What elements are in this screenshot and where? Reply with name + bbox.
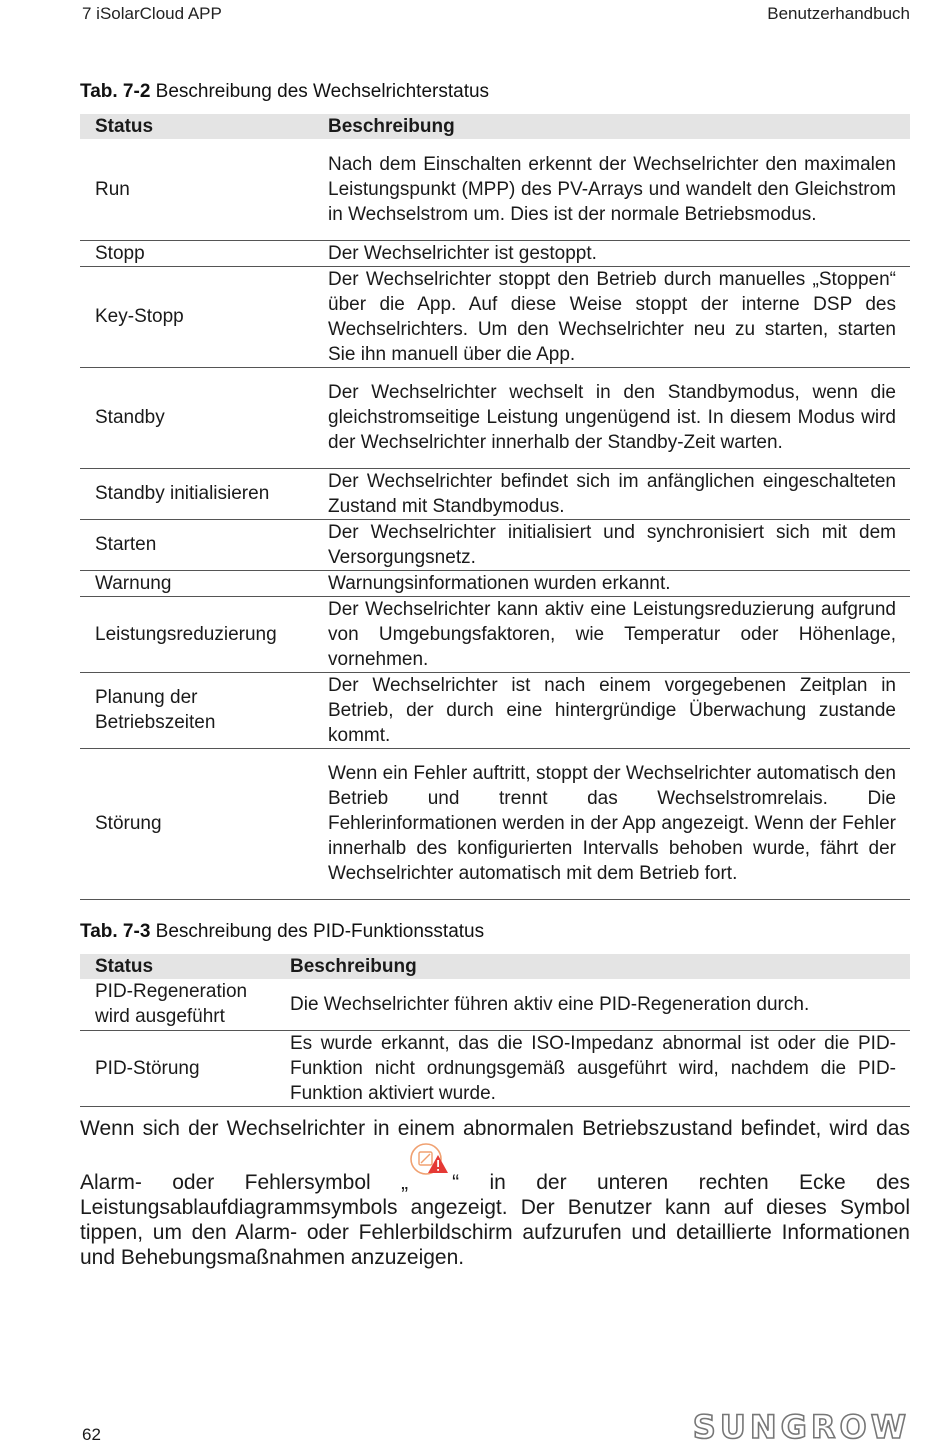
- status-cell: PID-Störung: [80, 1030, 278, 1106]
- table2-caption: [80, 921, 484, 943]
- paragraph-text-part1: Wenn sich der Wechselrichter in einem abnormalen Betriebszustand befindet, wird das Alarm- oder Fehlersymbol „: [80, 1117, 910, 1194]
- table-row: [80, 367, 910, 468]
- page-number: 62: [82, 1425, 101, 1444]
- table-header-row: [80, 114, 910, 139]
- table-row: [80, 596, 910, 672]
- table-row: [80, 266, 910, 367]
- table-row: [80, 519, 910, 570]
- table1-caption-number: Tab. 7-2: [80, 81, 151, 102]
- status-cell: Störung: [80, 748, 316, 899]
- table2-caption-number: Tab. 7-3: [80, 921, 151, 942]
- table-row: [80, 139, 910, 240]
- column-header-description: Beschreibung: [316, 114, 910, 139]
- table-row: [80, 748, 910, 899]
- sungrow-logo: SUNGROW: [692, 1408, 910, 1446]
- status-cell: Standby: [80, 367, 316, 468]
- description-cell: Der Wechselrichter ist gestoppt.: [316, 240, 910, 266]
- paragraph-text-part2: “ in der unteren rechten Ecke des Leistungsablaufdiagrammsymbols angezeigt. Der Benutzer kann auf dieses Symbol tippen, um den Alarm- oder Fehlerbildschirm aufzurufen und detaillierte Informationen und Behebungsmaßnahmen anzuzeigen.: [80, 1171, 910, 1269]
- description-cell: Der Wechselrichter wechselt in den Standbymodus, wenn die gleichstromseitige Leistung ungenügend ist. In diesem Modus wird der Wechselrichter innerhalb der Standby-Zeit warten.: [316, 367, 910, 468]
- table-row: [80, 570, 910, 596]
- description-cell: Nach dem Einschalten erkennt der Wechselrichter den maximalen Leistungspunkt (MPP) des PV-Arrays und wandelt den Gleichstrom in Wechselstrom um. Dies ist der normale Betriebsmodus.: [316, 139, 910, 240]
- description-cell: Der Wechselrichter kann aktiv eine Leistungsreduzierung aufgrund von Umgebungsfaktoren, wie Temperatur oder Höhenlage, vornehmen.: [316, 596, 910, 672]
- table-header-row: [80, 954, 910, 979]
- status-cell: Planung der Betriebszeiten: [80, 672, 316, 748]
- status-cell: Standby initialisieren: [80, 468, 316, 519]
- column-header-description: Beschreibung: [278, 954, 910, 979]
- status-cell: Run: [80, 139, 316, 240]
- description-cell: Warnungsinformationen wurden erkannt.: [316, 570, 910, 596]
- description-cell: Der Wechselrichter initialisiert und synchronisiert sich mit dem Versorgungsnetz.: [316, 519, 910, 570]
- description-cell: Die Wechselrichter führen aktiv eine PID-Regeneration durch.: [278, 979, 910, 1030]
- table-row: [80, 1030, 910, 1106]
- description-cell: Der Wechselrichter stoppt den Betrieb durch manuelles „Stoppen“ über die App. Auf diese Weise stoppt der interne DSP des Wechselrichters. Um den Wechselrichter neu zu starten, starten Sie ihn manuell über die App.: [316, 266, 910, 367]
- table-row: [80, 468, 910, 519]
- header-manual-title: Benutzerhandbuch: [767, 4, 910, 23]
- status-cell: PID-Regeneration wird ausgeführt: [80, 979, 278, 1030]
- table1-caption-text: Beschreibung des Wechselrichterstatus: [150, 81, 490, 102]
- status-cell: Leistungsreduzierung: [80, 596, 316, 672]
- table-row: [80, 240, 910, 266]
- column-header-status: Status: [80, 954, 278, 979]
- description-cell: Es wurde erkannt, das die ISO-Impedanz abnormal ist oder die PID-Funktion nicht ordnungsgemäß ausgeführt wird, nachdem die PID-Funktion aktiviert wurde.: [278, 1030, 910, 1106]
- table1-caption: [80, 81, 489, 103]
- body-paragraph: [80, 1116, 910, 1270]
- description-cell: Der Wechselrichter befindet sich im anfänglichen eingeschalteten Zustand mit Standbymodus.: [316, 468, 910, 519]
- column-header-status: Status: [80, 114, 316, 139]
- inverter-status-table: [80, 114, 910, 900]
- status-cell: Warnung: [80, 570, 316, 596]
- table-row: [80, 672, 910, 748]
- status-cell: Key-Stopp: [80, 266, 316, 367]
- pid-status-table: [80, 954, 910, 1107]
- status-cell: Starten: [80, 519, 316, 570]
- description-cell: Wenn ein Fehler auftritt, stoppt der Wechselrichter automatisch den Betrieb und trennt das Wechselstromrelais. Die Fehlerinformationen werden in der App angezeigt. Wenn der Fehler innerhalb des konfigurierten Intervalls behoben wurde, fährt der Wechselrichter automatisch mit dem Betrieb fort.: [316, 748, 910, 899]
- status-cell: Stopp: [80, 240, 316, 266]
- power-flow-alarm-icon: [408, 1141, 452, 1177]
- description-cell: Der Wechselrichter ist nach einem vorgegebenen Zeitplan in Betrieb, der durch eine hintergründige Überwachung zustande kommt.: [316, 672, 910, 748]
- table-row: [80, 979, 910, 1030]
- header-chapter: 7 iSolarCloud APP: [82, 4, 222, 23]
- table2-caption-text: Beschreibung des PID-Funktionsstatus: [150, 921, 485, 942]
